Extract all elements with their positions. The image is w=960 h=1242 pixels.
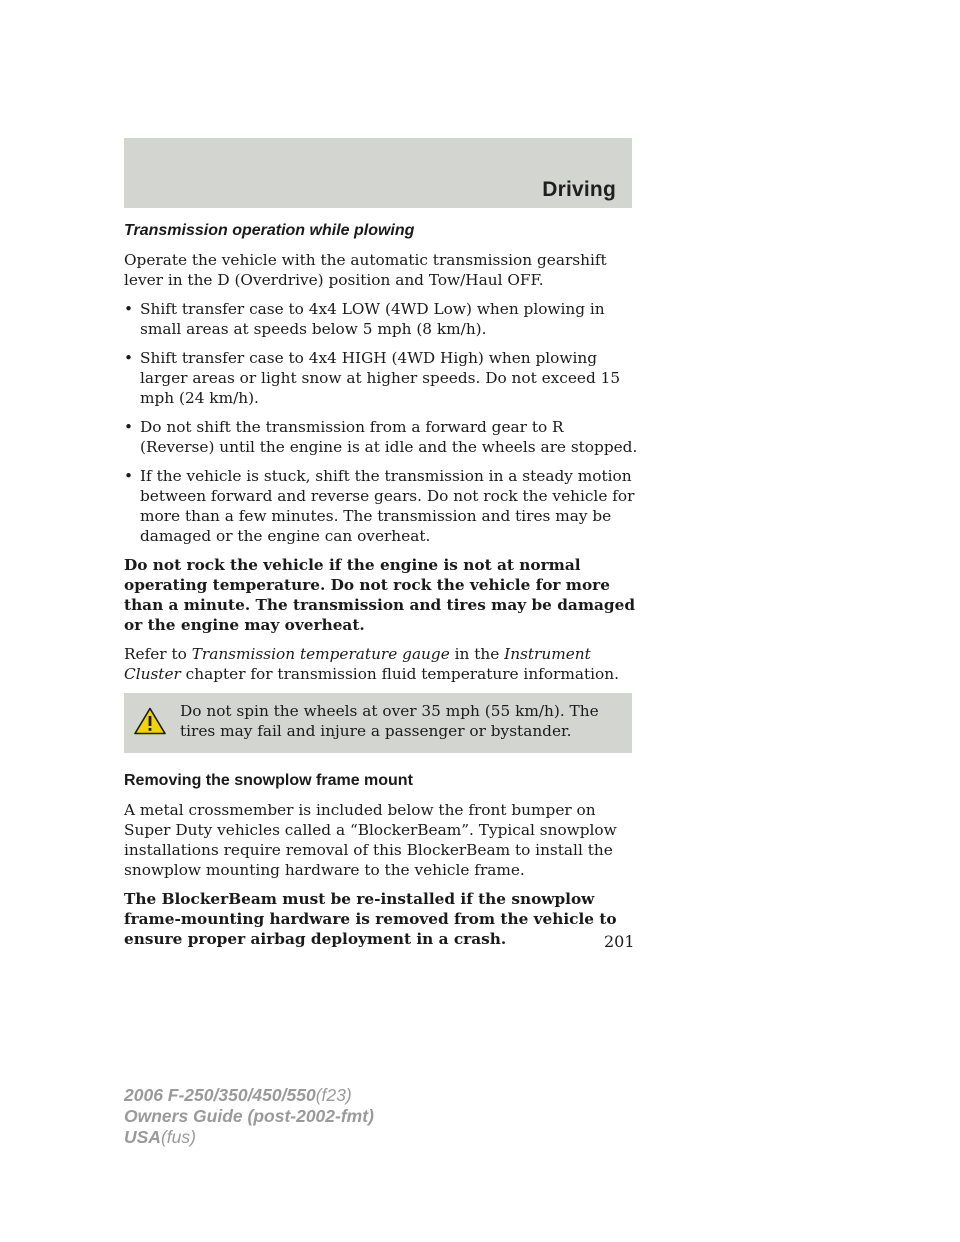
list-item <box>124 417 640 457</box>
footer-code: (f23) <box>315 1085 352 1105</box>
list-item-text: If the vehicle is stuck, shift the transmission in a steady motion between forward and reverse gears. Do not rock the vehicle for more than a few minutes. The transmission and tires may be damaged or the engine can overheat. <box>140 467 635 545</box>
list-item <box>124 299 640 339</box>
footer-market: USA <box>124 1127 161 1147</box>
refer-suffix: chapter for transmission fluid temperature information. <box>180 665 619 683</box>
list-item <box>124 348 640 408</box>
refer-mid: in the <box>449 645 505 663</box>
bullet-icon: • <box>124 349 134 367</box>
footer-line-1 <box>124 1085 374 1106</box>
list-item <box>124 466 640 546</box>
footer <box>124 1085 374 1148</box>
page-content <box>124 221 640 958</box>
bullet-icon: • <box>124 467 134 485</box>
footer-line-3 <box>124 1127 374 1148</box>
blockerbeam-bold-note: The BlockerBeam must be re-installed if the snowplow frame-mounting hardware is removed from the vehicle to ensure proper airbag deployment in a crash. <box>124 890 617 948</box>
warning-text: Do not spin the wheels at over 35 mph (55 km/h). The tires may fail and injure a passenger or bystander. <box>180 702 599 740</box>
rocking-bold-note: Do not rock the vehicle if the engine is not at normal operating temperature. Do not rock the vehicle for more than a minute. The transmission and tires may be damaged or the engine may overheat. <box>124 556 636 634</box>
refer-chapter-reference: Instrument Cluster <box>124 645 591 683</box>
refer-prefix: Refer to <box>124 645 192 663</box>
bullet-icon: • <box>124 418 134 436</box>
list-item-text: Shift transfer case to 4x4 LOW (4WD Low) when plowing in small areas at speeds below 5 mph (8 km/h). <box>140 300 605 338</box>
refer-paragraph <box>124 644 640 684</box>
warning-box <box>124 693 632 753</box>
footer-market-code: (fus) <box>160 1127 196 1147</box>
blockerbeam-paragraph: A metal crossmember is included below the front bumper on Super Duty vehicles called a “BlockerBeam”. Typical snowplow installations require removal of this BlockerBeam to install the snowplow mounting hardware to the vehicle frame. <box>124 801 617 879</box>
page-number: 201 <box>604 932 635 951</box>
intro-paragraph: Operate the vehicle with the automatic transmission gearshift lever in the D (Overdrive) position and Tow/Haul OFF. <box>124 251 607 289</box>
bullet-list <box>124 299 640 546</box>
bullet-icon: • <box>124 300 134 318</box>
list-item-text: Do not shift the transmission from a forward gear to R (Reverse) until the engine is at idle and the wheels are stopped. <box>140 418 638 456</box>
heading-snowplow-frame-mount: Removing the snowplow frame mount <box>124 772 413 789</box>
heading-transmission-plowing: Transmission operation while plowing <box>124 222 415 239</box>
footer-model: 2006 F-250/350/450/550 <box>124 1085 316 1105</box>
warning-triangle-icon <box>134 707 166 735</box>
footer-line-2: Owners Guide (post-2002-fmt) <box>124 1106 374 1126</box>
list-item-text: Shift transfer case to 4x4 HIGH (4WD High) when plowing larger areas or light snow at higher speeds. Do not exceed 15 mph (24 km/h). <box>140 349 621 407</box>
header-band <box>124 138 632 208</box>
refer-gauge-reference: Transmission temperature gauge <box>191 645 450 663</box>
section-title: Driving <box>542 178 616 201</box>
